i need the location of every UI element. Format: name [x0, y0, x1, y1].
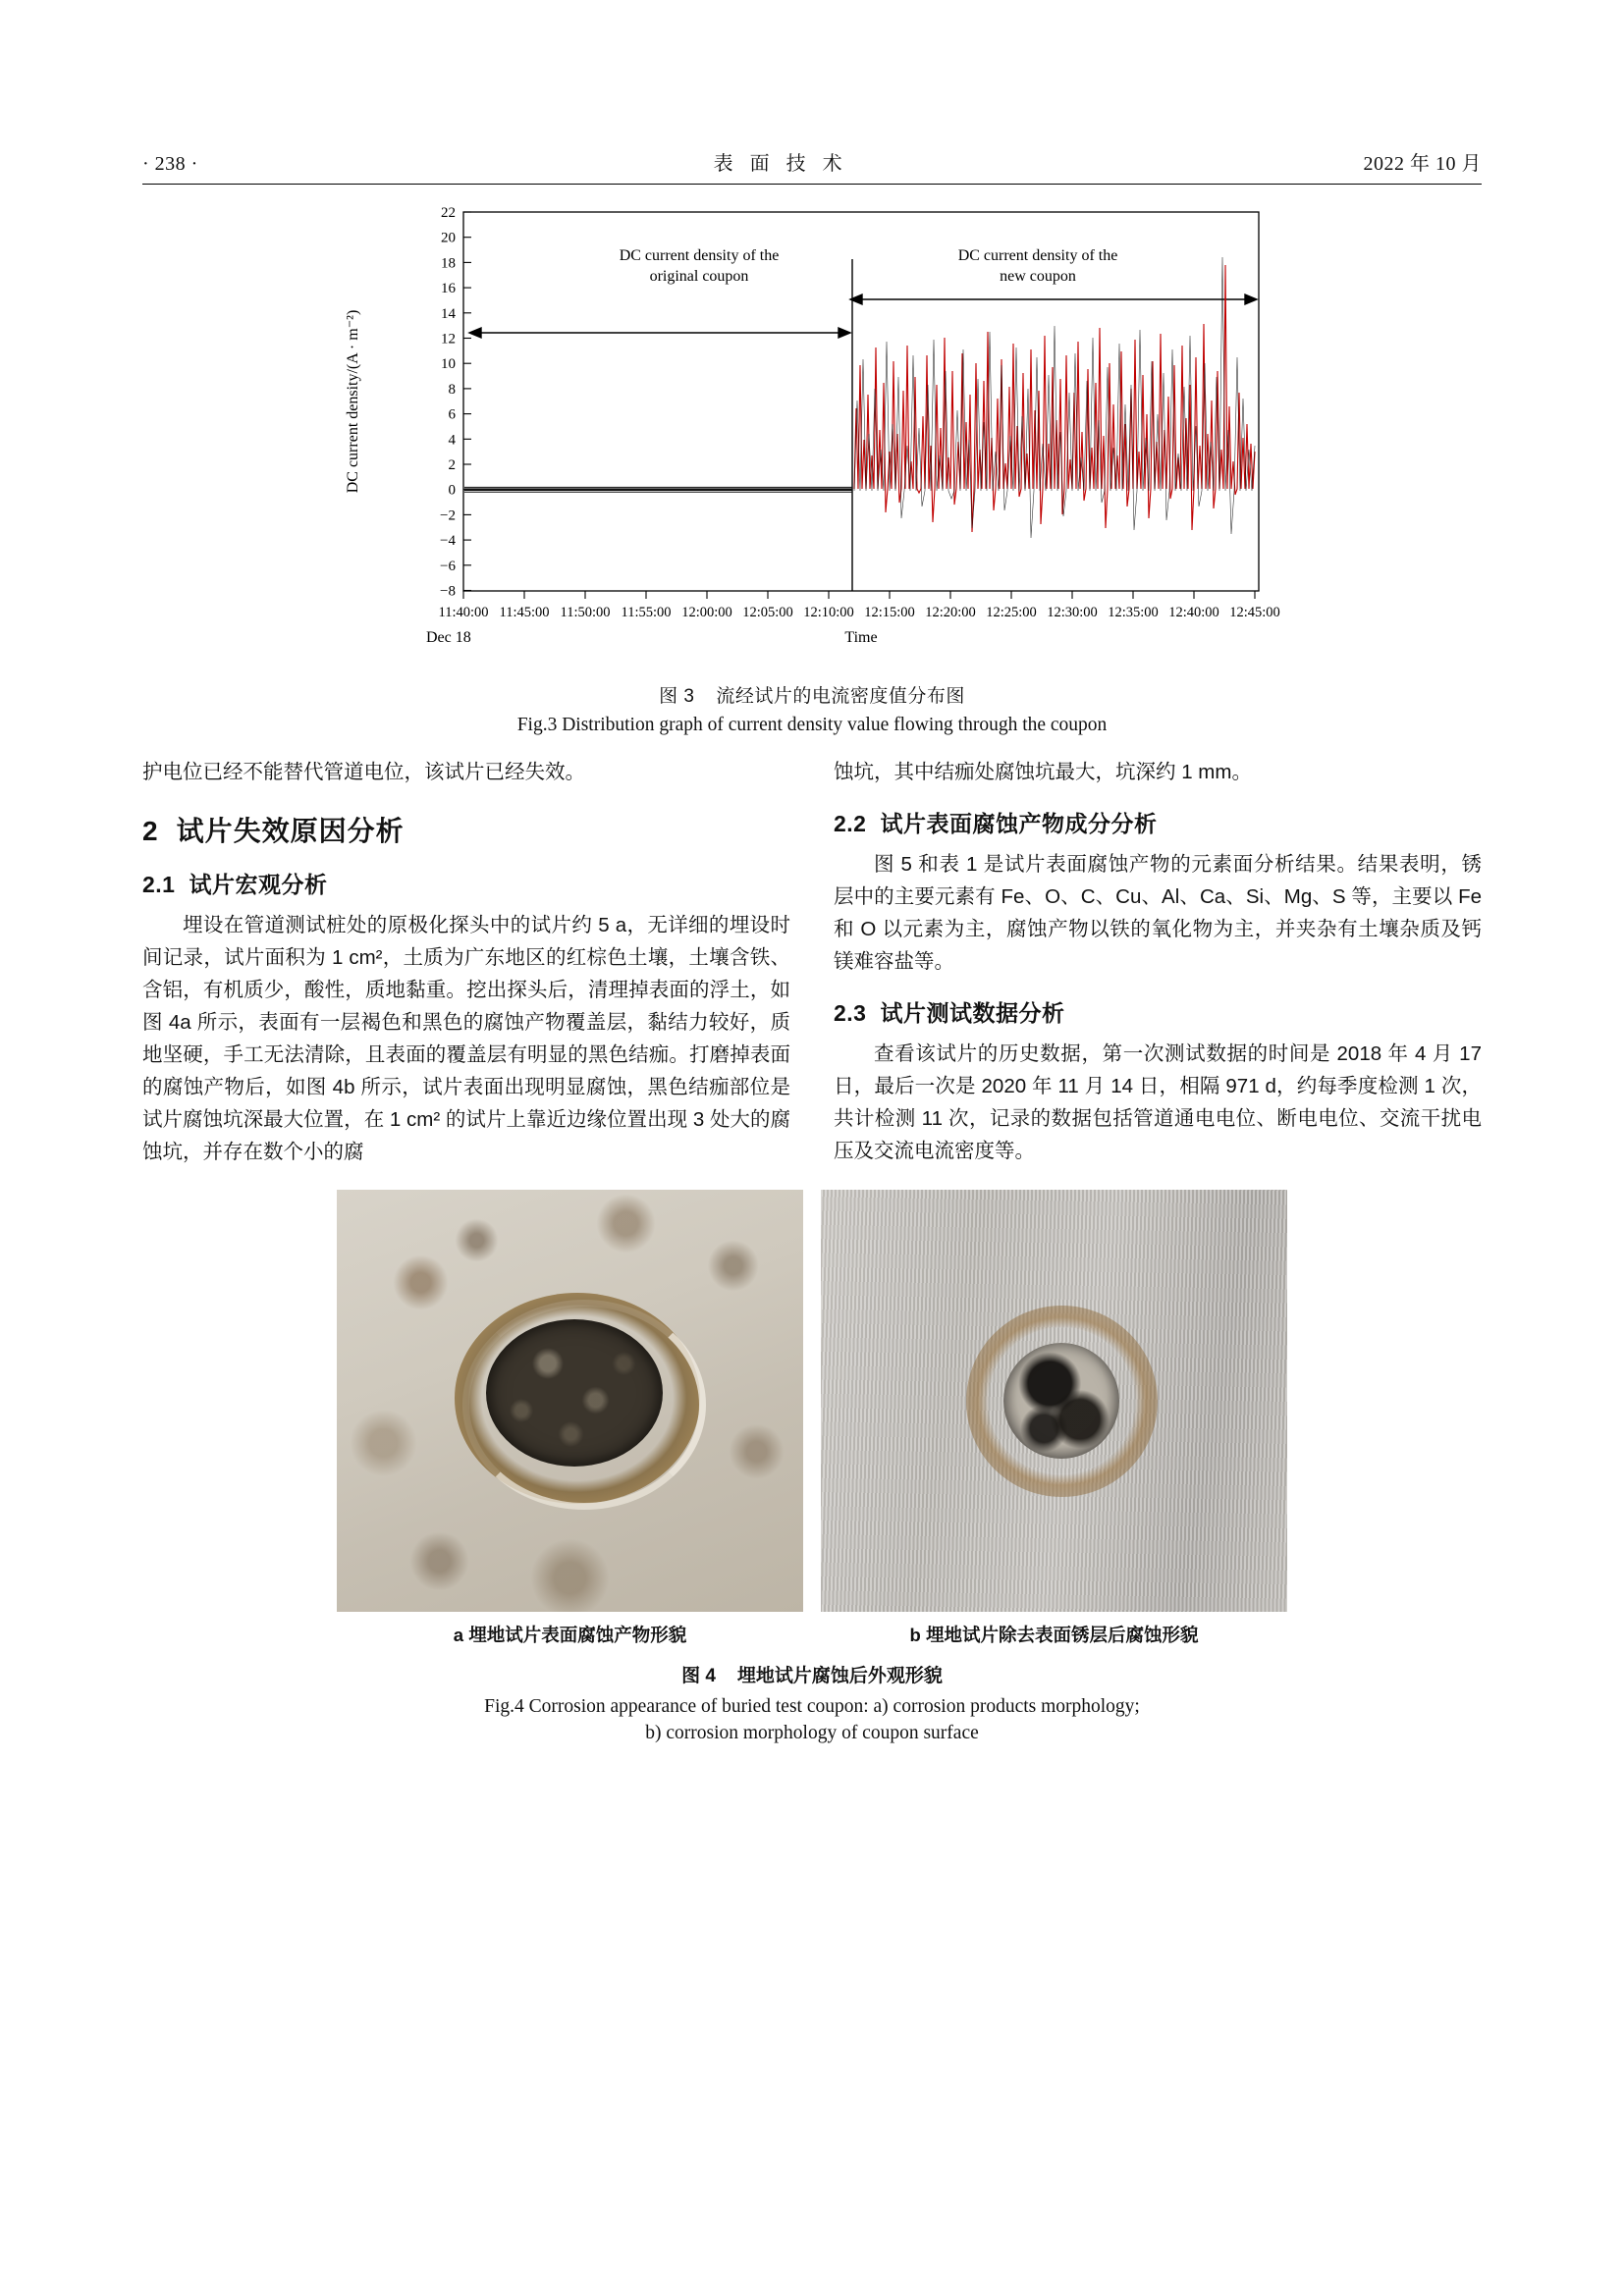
svg-text:12:45:00: 12:45:00	[1229, 605, 1280, 620]
svg-text:12:10:00: 12:10:00	[803, 605, 854, 620]
svg-text:8: 8	[448, 381, 456, 398]
svg-text:12:15:00: 12:15:00	[864, 605, 915, 620]
svg-text:−8: −8	[440, 583, 456, 600]
svg-text:−2: −2	[440, 507, 456, 524]
section-2-number: 2	[142, 816, 159, 846]
figure-3	[142, 198, 1482, 669]
svg-text:16: 16	[441, 281, 456, 297]
figure-4-caption-en	[142, 1693, 1482, 1746]
right-continued-paragraph: 蚀坑，其中结痂处腐蚀坑最大，坑深约 1 mm。	[834, 761, 1252, 783]
figure-4-label: 图 4	[681, 1666, 716, 1686]
svg-text:14: 14	[441, 305, 456, 322]
figure-3-caption-cn	[142, 681, 1482, 708]
svg-text:11:45:00: 11:45:00	[499, 605, 550, 620]
svg-text:4: 4	[448, 432, 456, 449]
figure-4-caption-cn	[142, 1661, 1482, 1687]
svg-text:20: 20	[441, 230, 456, 246]
figure-3-label: 图 3	[659, 686, 695, 707]
section-2-2-title: 试片表面腐蚀产物成分分析	[880, 811, 1158, 836]
svg-text:22: 22	[441, 205, 456, 221]
section-2-2-paragraph: 图 5 和表 1 是试片表面腐蚀产物的元素面分析结果。结果表明，锈层中的主要元素有 Fe、O、C、Cu、Al、Ca、Si、Mg、S 等，主要以 Fe 和 O 以元素为主，腐蚀产物以铁的氧化物为主，并夹杂有土壤杂质及钙镁难容盐等。	[834, 853, 1482, 973]
svg-text:12:30:00: 12:30:00	[1047, 605, 1098, 620]
svg-text:12: 12	[441, 331, 456, 347]
right-column	[834, 756, 1482, 1168]
chart-container	[306, 198, 1318, 669]
section-2-1-paragraph: 埋设在管道测试桩处的原极化探头中的试片约 5 a，无详细的埋设时间记录，试片面积为 1 cm²，土质为广东地区的红棕色土壤，土壤含铁、含铝，有机质少，酸性，质地黏重。挖出探头后，清理掉表面的浮土，如图 4a 所示，表面有一层褐色和黑色的腐蚀产物覆盖层，黏结力较好，质地坚硬，手工无法清除，且表面的覆盖层有明显的黑色结痂。打磨掉表面的腐蚀产物后，如图 4b 所示，试片表面出现明显腐蚀，黑色结痂部位是试片腐蚀坑深最大位置，在 1 cm² 的试片上靠近边缘位置出现 3 处大的腐蚀坑，并存在数个小的腐	[142, 914, 790, 1163]
section-2-3-number: 2.3	[834, 1000, 867, 1026]
chart-date-label: Dec 18	[426, 629, 471, 646]
left-continued-paragraph: 护电位已经不能替代管道电位，该试片已经失效。	[142, 761, 585, 783]
x-axis-label: Time	[844, 629, 878, 646]
photo-a-corrosion-products	[337, 1190, 803, 1612]
svg-text:18: 18	[441, 255, 456, 272]
section-2-3-heading	[834, 995, 1482, 1028]
section-2-2-heading	[834, 806, 1482, 838]
figure-4-subcaptions	[142, 1622, 1482, 1647]
body-columns	[142, 756, 1482, 1168]
svg-text:DC current density of the: DC current density of the	[957, 247, 1118, 264]
svg-text:original coupon: original coupon	[649, 268, 749, 285]
figure-4-caption-en-line2: b) corrosion morphology of coupon surface	[645, 1723, 979, 1743]
svg-text:6: 6	[448, 406, 456, 423]
svg-text:12:25:00: 12:25:00	[986, 605, 1037, 620]
left-column	[142, 756, 790, 1168]
figure-4	[142, 1190, 1482, 1612]
svg-text:−4: −4	[440, 533, 456, 550]
svg-text:new coupon: new coupon	[1000, 268, 1076, 285]
svg-text:12:35:00: 12:35:00	[1108, 605, 1159, 620]
figure-4-caption-a: a 埋地试片表面腐蚀产物形貌	[453, 1625, 687, 1645]
svg-text:12:00:00: 12:00:00	[681, 605, 732, 620]
svg-text:DC current density of the: DC current density of the	[619, 247, 780, 264]
dark-corrosion-deposit	[486, 1319, 663, 1467]
svg-text:12:20:00: 12:20:00	[925, 605, 976, 620]
section-2-1-heading	[142, 867, 790, 899]
y-axis-label: DC current density/(A · m⁻²)	[345, 309, 361, 494]
svg-text:12:05:00: 12:05:00	[742, 605, 793, 620]
section-2-3-title: 试片测试数据分析	[880, 1000, 1065, 1026]
svg-text:11:50:00: 11:50:00	[560, 605, 611, 620]
issue-date: 2022 年 10 月	[1363, 153, 1482, 175]
figure-4-caption-en-line1: Fig.4 Corrosion appearance of buried test coupon: a) corrosion products morphology;	[484, 1696, 1140, 1717]
svg-text:11:55:00: 11:55:00	[621, 605, 672, 620]
svg-text:11:40:00: 11:40:00	[438, 605, 489, 620]
figure-4-caption-b: b 埋地试片除去表面锈层后腐蚀形貌	[909, 1625, 1199, 1645]
section-2-3-paragraph: 查看该试片的历史数据，第一次测试数据的时间是 2018 年 4 月 17 日，最后一次是 2020 年 11 月 14 日，相隔 971 d，约每季度检测 1 次，共计检测 11 次，记录的数据包括管道通电电位、断电电位、交流干扰电压及交流电流密度等。	[834, 1042, 1482, 1162]
photo-b-cleaned-surface	[821, 1190, 1287, 1612]
figure-3-caption-en: Fig.3 Distribution graph of current density value flowing through the coupon	[516, 715, 1108, 735]
corrosion-pit	[1003, 1343, 1119, 1459]
journal-title: 表 面 技 术	[713, 153, 848, 175]
svg-text:−6: −6	[440, 558, 456, 574]
section-2-1-number: 2.1	[142, 872, 176, 897]
section-2-1-title: 试片宏观分析	[189, 872, 328, 897]
page-number: · 238 ·	[142, 153, 198, 175]
figure-3-title-cn: 流经试片的电流密度值分布图	[716, 686, 965, 707]
svg-text:2: 2	[448, 457, 456, 473]
running-head	[142, 147, 1482, 176]
section-2-heading	[142, 810, 790, 849]
section-2-title: 试片失效原因分析	[176, 816, 405, 846]
svg-text:12:40:00: 12:40:00	[1168, 605, 1219, 620]
svg-text:0: 0	[448, 482, 456, 499]
current-density-chart	[306, 198, 1318, 660]
figure-4-title-cn: 埋地试片腐蚀后外观形貌	[736, 1666, 943, 1686]
svg-text:10: 10	[441, 356, 456, 373]
section-2-2-number: 2.2	[834, 811, 867, 836]
header-divider	[142, 184, 1482, 185]
